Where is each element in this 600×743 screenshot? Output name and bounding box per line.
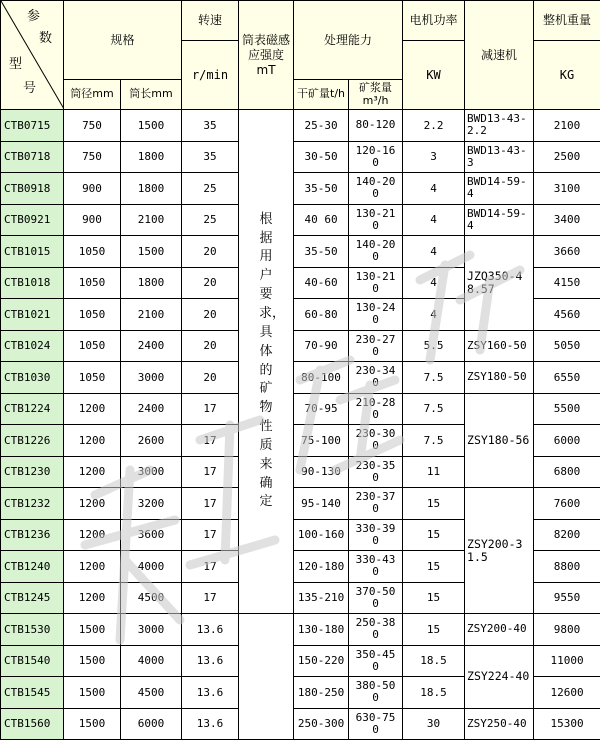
diameter-cell: 1500 bbox=[64, 645, 121, 677]
slurry-capacity-cell: 630-750 bbox=[349, 708, 403, 740]
table-row bbox=[1, 173, 600, 205]
reducer-cell: BWD13-43-3 bbox=[465, 141, 534, 173]
reducer-group-cell: JZQ350-48.57 bbox=[465, 236, 534, 331]
diameter-cell: 1050 bbox=[64, 236, 121, 268]
weight-cell: 3100 bbox=[534, 173, 600, 205]
diameter-cell: 1500 bbox=[64, 614, 121, 646]
speed-cell: 35 bbox=[182, 110, 239, 142]
power-cell: 2.2 bbox=[403, 110, 465, 142]
dry-capacity-cell: 70-90 bbox=[294, 330, 349, 362]
diameter-cell: 1200 bbox=[64, 582, 121, 614]
length-cell: 2100 bbox=[121, 299, 182, 331]
length-cell: 3000 bbox=[121, 456, 182, 488]
model-cell: CTB1232 bbox=[1, 488, 64, 520]
model-cell: CTB1021 bbox=[1, 299, 64, 331]
reducer-cell: BWD14-59-4 bbox=[465, 173, 534, 205]
slurry-capacity-cell: 350-450 bbox=[349, 645, 403, 677]
table-row bbox=[1, 393, 600, 425]
table-row bbox=[1, 330, 600, 362]
corner-label-top-1: 参 bbox=[27, 9, 41, 24]
diameter-cell: 1200 bbox=[64, 519, 121, 551]
table-row bbox=[1, 204, 600, 236]
weight-cell: 6550 bbox=[534, 362, 600, 394]
power-cell: 15 bbox=[403, 582, 465, 614]
field-note-cell: 根据用户要求，具体的矿物性质来确定 bbox=[239, 110, 294, 614]
dry-capacity-cell: 130-180 bbox=[294, 614, 349, 646]
dry-capacity-cell: 25-30 bbox=[294, 110, 349, 142]
capacity-header: 处理能力 bbox=[294, 1, 403, 80]
model-cell: CTB1015 bbox=[1, 236, 64, 268]
slurry-capacity-cell: 210-280 bbox=[349, 393, 403, 425]
slurry-capacity-cell: 130-240 bbox=[349, 299, 403, 331]
reducer-cell: BWD13-43-2.2 bbox=[465, 110, 534, 142]
dry-capacity-cell: 60-80 bbox=[294, 299, 349, 331]
diameter-cell: 1050 bbox=[64, 267, 121, 299]
power-cell: 3 bbox=[403, 141, 465, 173]
corner-label-bottom-2: 号 bbox=[23, 81, 37, 96]
dry-capacity-cell: 75-100 bbox=[294, 425, 349, 457]
dry-capacity-cell: 35-50 bbox=[294, 173, 349, 205]
diameter-cell: 1200 bbox=[64, 425, 121, 457]
slurry-capacity-cell: 380-500 bbox=[349, 677, 403, 709]
table-row bbox=[1, 614, 600, 646]
weight-cell: 3400 bbox=[534, 204, 600, 236]
length-cell: 2400 bbox=[121, 330, 182, 362]
weight-cell: 11000 bbox=[534, 645, 600, 677]
weight-cell: 7600 bbox=[534, 488, 600, 520]
dry-capacity-cell: 100-160 bbox=[294, 519, 349, 551]
weight-cell: 6800 bbox=[534, 456, 600, 488]
slurry-capacity-header: 矿浆量m³/h bbox=[349, 80, 403, 110]
slurry-capacity-cell: 330-430 bbox=[349, 551, 403, 583]
diameter-cell: 1500 bbox=[64, 708, 121, 740]
model-cell: CTB1018 bbox=[1, 267, 64, 299]
power-cell: 15 bbox=[403, 551, 465, 583]
model-cell: CTB1545 bbox=[1, 677, 64, 709]
model-cell: CTB0918 bbox=[1, 173, 64, 205]
speed-cell: 20 bbox=[182, 267, 239, 299]
weight-cell: 8800 bbox=[534, 551, 600, 583]
speed-cell: 20 bbox=[182, 236, 239, 268]
weight-cell: 4150 bbox=[534, 267, 600, 299]
dry-capacity-cell: 150-220 bbox=[294, 645, 349, 677]
model-cell: CTB1240 bbox=[1, 551, 64, 583]
weight-header: 整机重量 bbox=[534, 1, 600, 41]
dry-capacity-cell: 40-60 bbox=[294, 267, 349, 299]
spec-header: 规格 bbox=[64, 1, 182, 80]
weight-cell: 15300 bbox=[534, 708, 600, 740]
corner-header-cell bbox=[1, 1, 64, 110]
weight-cell: 5500 bbox=[534, 393, 600, 425]
power-cell: 18.5 bbox=[403, 677, 465, 709]
weight-cell: 9550 bbox=[534, 582, 600, 614]
power-cell: 15 bbox=[403, 614, 465, 646]
model-cell: CTB1024 bbox=[1, 330, 64, 362]
slurry-capacity-cell: 80-120 bbox=[349, 110, 403, 142]
length-cell: 4500 bbox=[121, 582, 182, 614]
speed-cell: 13.6 bbox=[182, 645, 239, 677]
diameter-cell: 1200 bbox=[64, 393, 121, 425]
diameter-cell: 750 bbox=[64, 110, 121, 142]
slurry-capacity-cell: 330-390 bbox=[349, 519, 403, 551]
speed-cell: 17 bbox=[182, 456, 239, 488]
speed-cell: 17 bbox=[182, 551, 239, 583]
reducer-group-cell: ZSY180-56 bbox=[465, 393, 534, 488]
model-cell: CTB1236 bbox=[1, 519, 64, 551]
model-cell: CTB1224 bbox=[1, 393, 64, 425]
diameter-header: 筒径mm bbox=[64, 80, 121, 110]
slurry-capacity-cell: 130-210 bbox=[349, 267, 403, 299]
weight-cell: 8200 bbox=[534, 519, 600, 551]
weight-unit: KG bbox=[534, 41, 600, 110]
diameter-cell: 1200 bbox=[64, 488, 121, 520]
power-cell: 15 bbox=[403, 519, 465, 551]
speed-cell: 17 bbox=[182, 519, 239, 551]
dry-capacity-header: 干矿量t/h bbox=[294, 80, 349, 110]
slurry-capacity-cell: 230-350 bbox=[349, 456, 403, 488]
table-row bbox=[1, 236, 600, 268]
dry-capacity-cell: 120-180 bbox=[294, 551, 349, 583]
power-unit: KW bbox=[403, 41, 465, 110]
dry-capacity-cell: 70-95 bbox=[294, 393, 349, 425]
diameter-cell: 900 bbox=[64, 204, 121, 236]
table-row bbox=[1, 708, 600, 740]
model-cell: CTB0718 bbox=[1, 141, 64, 173]
reducer-cell: ZSY250-40 bbox=[465, 708, 534, 740]
dry-capacity-cell: 30-50 bbox=[294, 141, 349, 173]
diameter-cell: 750 bbox=[64, 141, 121, 173]
power-cell: 7.5 bbox=[403, 425, 465, 457]
length-cell: 1500 bbox=[121, 110, 182, 142]
slurry-capacity-cell: 230-270 bbox=[349, 330, 403, 362]
speed-cell: 13.6 bbox=[182, 708, 239, 740]
power-cell: 4 bbox=[403, 204, 465, 236]
table-row bbox=[1, 110, 600, 142]
reducer-cell: ZSY180-50 bbox=[465, 362, 534, 394]
dry-capacity-cell: 250-300 bbox=[294, 708, 349, 740]
corner-label-top-2: 数 bbox=[39, 31, 53, 46]
model-cell: CTB1030 bbox=[1, 362, 64, 394]
model-cell: CTB1540 bbox=[1, 645, 64, 677]
length-cell: 1800 bbox=[121, 267, 182, 299]
slurry-capacity-cell: 250-380 bbox=[349, 614, 403, 646]
power-cell: 5.5 bbox=[403, 330, 465, 362]
dry-capacity-cell: 95-140 bbox=[294, 488, 349, 520]
reducer-group-cell: ZSY200-31.5 bbox=[465, 488, 534, 614]
speed-cell: 13.6 bbox=[182, 677, 239, 709]
slurry-capacity-cell: 130-210 bbox=[349, 204, 403, 236]
weight-cell: 2100 bbox=[534, 110, 600, 142]
table-row bbox=[1, 488, 600, 520]
slurry-capacity-cell: 120-160 bbox=[349, 141, 403, 173]
reducer-cell: ZSY160-50 bbox=[465, 330, 534, 362]
speed-cell: 17 bbox=[182, 488, 239, 520]
model-cell: CTB1245 bbox=[1, 582, 64, 614]
speed-cell: 13.6 bbox=[182, 614, 239, 646]
model-cell: CTB0921 bbox=[1, 204, 64, 236]
speed-cell: 17 bbox=[182, 393, 239, 425]
dry-capacity-cell: 180-250 bbox=[294, 677, 349, 709]
dry-capacity-cell: 35-50 bbox=[294, 236, 349, 268]
power-cell: 4 bbox=[403, 267, 465, 299]
dry-capacity-cell: 135-210 bbox=[294, 582, 349, 614]
model-cell: CTB1560 bbox=[1, 708, 64, 740]
reducer-cell: BWD14-59-4 bbox=[465, 204, 534, 236]
speed-cell: 17 bbox=[182, 425, 239, 457]
reducer-header: 减速机 bbox=[465, 1, 534, 110]
length-cell: 1500 bbox=[121, 236, 182, 268]
length-cell: 4500 bbox=[121, 677, 182, 709]
speed-cell: 25 bbox=[182, 173, 239, 205]
speed-cell: 17 bbox=[182, 582, 239, 614]
slurry-capacity-cell: 230-370 bbox=[349, 488, 403, 520]
power-cell: 7.5 bbox=[403, 393, 465, 425]
length-cell: 3200 bbox=[121, 488, 182, 520]
reducer-group-cell: ZSY224-40 bbox=[465, 645, 534, 708]
length-cell: 3000 bbox=[121, 614, 182, 646]
power-header: 电机功率 bbox=[403, 1, 465, 41]
reducer-cell: ZSY200-40 bbox=[465, 614, 534, 646]
speed-cell: 25 bbox=[182, 204, 239, 236]
corner-label-bottom-1: 型 bbox=[9, 57, 23, 72]
weight-cell: 3660 bbox=[534, 236, 600, 268]
model-cell: CTB1530 bbox=[1, 614, 64, 646]
power-cell: 7.5 bbox=[403, 362, 465, 394]
length-cell: 2400 bbox=[121, 393, 182, 425]
slurry-capacity-cell: 230-340 bbox=[349, 362, 403, 394]
length-cell: 2600 bbox=[121, 425, 182, 457]
diameter-cell: 1050 bbox=[64, 330, 121, 362]
length-cell: 3000 bbox=[121, 362, 182, 394]
diameter-cell: 900 bbox=[64, 173, 121, 205]
length-cell: 1800 bbox=[121, 173, 182, 205]
weight-cell: 5050 bbox=[534, 330, 600, 362]
speed-cell: 20 bbox=[182, 299, 239, 331]
length-cell: 2100 bbox=[121, 204, 182, 236]
length-cell: 3600 bbox=[121, 519, 182, 551]
weight-cell: 6000 bbox=[534, 425, 600, 457]
diameter-cell: 1500 bbox=[64, 677, 121, 709]
speed-cell: 20 bbox=[182, 362, 239, 394]
speed-header: 转速 bbox=[182, 1, 239, 41]
weight-cell: 12600 bbox=[534, 677, 600, 709]
power-cell: 30 bbox=[403, 708, 465, 740]
power-cell: 4 bbox=[403, 236, 465, 268]
length-header: 筒长mm bbox=[121, 80, 182, 110]
dry-capacity-cell: 80-100 bbox=[294, 362, 349, 394]
speed-cell: 35 bbox=[182, 141, 239, 173]
table-row bbox=[1, 645, 600, 677]
diameter-cell: 1200 bbox=[64, 551, 121, 583]
length-cell: 4000 bbox=[121, 645, 182, 677]
weight-cell: 9800 bbox=[534, 614, 600, 646]
slurry-capacity-cell: 140-200 bbox=[349, 173, 403, 205]
table-row bbox=[1, 362, 600, 394]
weight-cell: 2500 bbox=[534, 141, 600, 173]
model-cell: CTB0715 bbox=[1, 110, 64, 142]
length-cell: 6000 bbox=[121, 708, 182, 740]
slurry-capacity-cell: 370-500 bbox=[349, 582, 403, 614]
slurry-capacity-cell: 140-200 bbox=[349, 236, 403, 268]
power-cell: 15 bbox=[403, 488, 465, 520]
dry-capacity-cell: 40 60 bbox=[294, 204, 349, 236]
power-cell: 18.5 bbox=[403, 645, 465, 677]
diameter-cell: 1050 bbox=[64, 362, 121, 394]
table-row bbox=[1, 141, 600, 173]
diameter-cell: 1050 bbox=[64, 299, 121, 331]
power-cell: 11 bbox=[403, 456, 465, 488]
model-cell: CTB1230 bbox=[1, 456, 64, 488]
model-cell: CTB1226 bbox=[1, 425, 64, 457]
length-cell: 1800 bbox=[121, 141, 182, 173]
power-cell: 4 bbox=[403, 299, 465, 331]
speed-unit: r/min bbox=[182, 41, 239, 110]
weight-cell: 4560 bbox=[534, 299, 600, 331]
field-header: 筒表磁感应强度mT bbox=[239, 1, 294, 110]
field-empty-cell bbox=[239, 614, 294, 740]
speed-cell: 20 bbox=[182, 330, 239, 362]
power-cell: 4 bbox=[403, 173, 465, 205]
length-cell: 4000 bbox=[121, 551, 182, 583]
diameter-cell: 1200 bbox=[64, 456, 121, 488]
slurry-capacity-cell: 230-300 bbox=[349, 425, 403, 457]
dry-capacity-cell: 90-130 bbox=[294, 456, 349, 488]
